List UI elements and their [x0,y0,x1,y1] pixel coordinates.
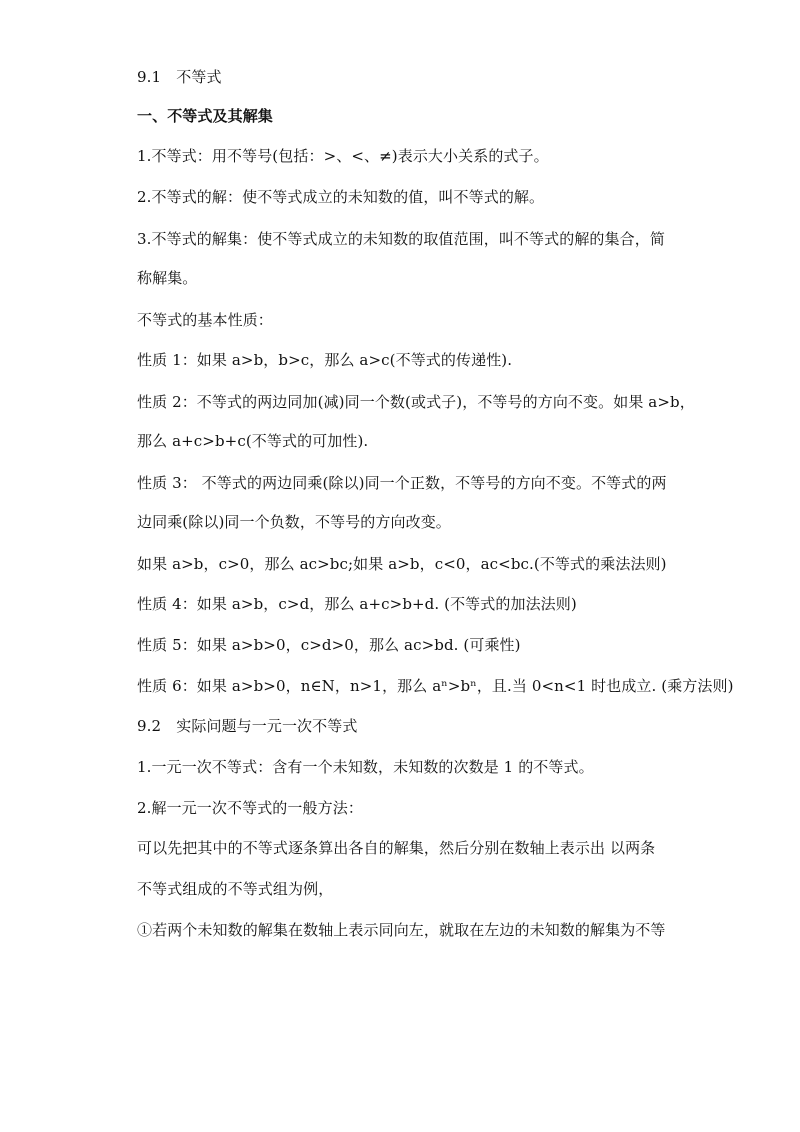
property-1: 性质 1：如果 a>b，b>c，那么 a>c(不等式的传递性). [137,351,513,369]
general-method-text: 可以先把其中的不等式逐条算出各自的解集，然后分别在数轴上表示出 以两条 [137,839,656,857]
subsection-heading-inequality-solution-set: 一、不等式及其解集 [137,107,273,125]
general-method-text-continued: 不等式组成的不等式组为例， [137,880,334,898]
section-heading-9-1: 9.1 不等式 [137,68,222,86]
rule-1: ①若两个未知数的解集在数轴上表示同向左，就取在左边的未知数的解集为不等 [137,921,666,939]
section-heading-9-2: 9.2 实际问题与一元一次不等式 [137,717,358,735]
property-4: 性质 4：如果 a>b，c>d，那么 a+c>b+d. (不等式的加法法则) [137,595,577,613]
property-2-continued: 那么 a+c>b+c(不等式的可加性). [137,432,369,450]
definition-solution-set-continued: 称解集。 [137,269,198,287]
definition-solution-set: 3.不等式的解集：使不等式成立的未知数的取值范围，叫不等式的解的集合，简 [137,230,665,248]
property-3: 性质 3： 不等式的两边同乘(除以)同一个正数，不等号的方向不变。不等式的两 [137,474,667,492]
definition-inequality: 1.不等式：用不等号(包括：>、<、≠)表示大小关系的式子。 [137,147,549,165]
property-5: 性质 5：如果 a>b>0，c>d>0，那么 ac>bd. (可乘性) [137,636,521,654]
property-2: 性质 2：不等式的两边同加(减)同一个数(或式子)，不等号的方向不变。如果 a>b， [137,393,695,411]
definition-linear-inequality: 1.一元一次不等式：含有一个未知数，未知数的次数是 1 的不等式。 [137,758,594,776]
definition-solution: 2.不等式的解：使不等式成立的未知数的值，叫不等式的解。 [137,188,545,206]
multiplication-rule: 如果 a>b，c>0，那么 ac>bc;如果 a>b，c<0，ac<bc.(不等式的乘法法则) [137,555,667,573]
basic-properties-heading: 不等式的基本性质： [137,311,273,329]
property-3-continued: 边同乘(除以)同一个负数，不等号的方向改变。 [137,513,451,531]
property-6: 性质 6：如果 a>b>0，n∈N，n>1，那么 aⁿ>bⁿ，且.当 0<n<1 时也成立. (乘方法则) [137,677,734,695]
general-method-heading: 2.解一元一次不等式的一般方法： [137,799,363,817]
